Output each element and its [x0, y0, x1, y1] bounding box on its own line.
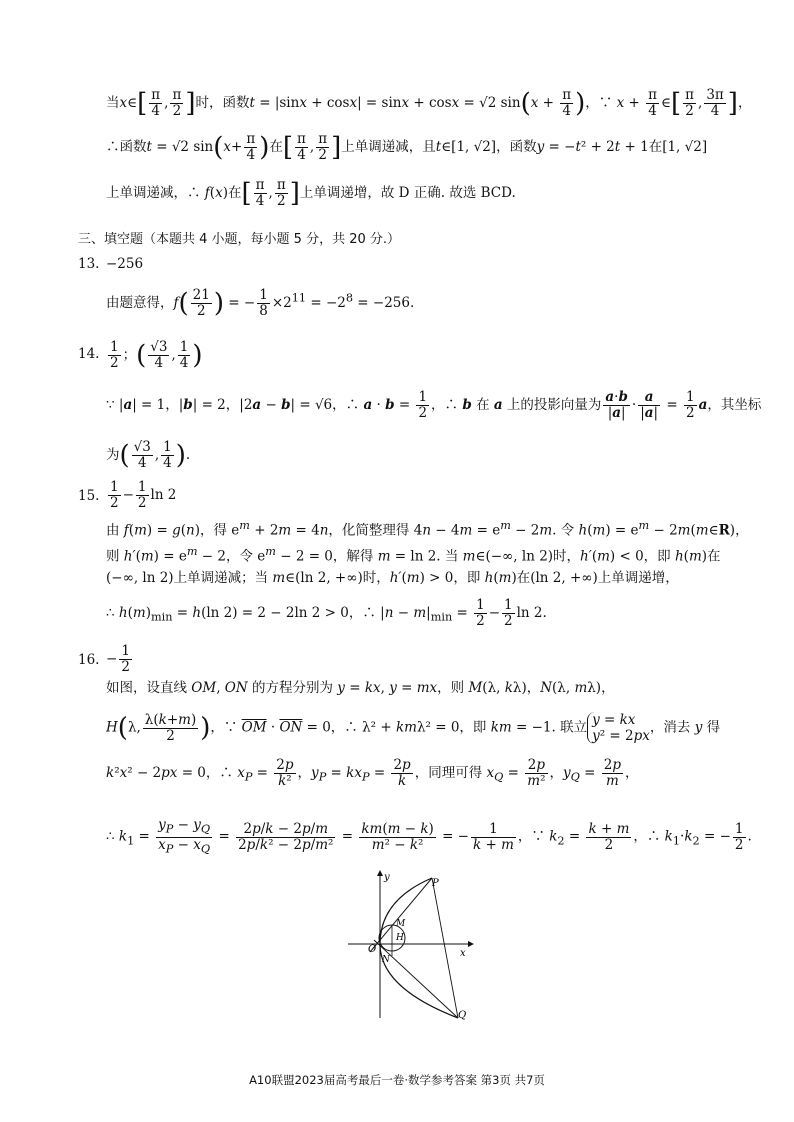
section-title: 三、填空题（本题共 4 小题，每小题 5 分，共 20 分.） [78, 232, 401, 247]
label-p: P [432, 878, 439, 889]
solution-line-2: ∴函数t = √2 sin(x+ $\frac{\pi}{4}$ )在[ $\frac{\pi}{4}$ , $\frac{\pi}{2}$ ]上单调递减，且t∈[1, √2]，函数y = −t² + 2t + 1在[1, √2] [106, 131, 708, 163]
label-q: Q [458, 1010, 467, 1021]
label-m: M [396, 919, 406, 929]
label-n: N [382, 955, 390, 965]
q16-solution-4: ∴ $k_1$ = $\frac{y_P - y_Q}{x_P - x_Q}$ = $\frac{2p/k - 2p/m}{\text{2p/k² − 2p/m²}}$ = $\frac{km(m - k)}{\text{m² − k²}}$ = − $\frac{1}{k + m}$ ，∵ $k_2$ = $\frac{k + m}{2}$ ，∴ $k_1\cdot k_2$ = − $\frac{1}{2}$ . [106, 817, 752, 856]
q14-solution-2: 为( $\frac{√3}{4}$ , $\frac{1}{4}$ ). [106, 439, 191, 471]
q15-number: 15. [78, 488, 100, 504]
q16-number: 16. [78, 652, 100, 668]
q14-answer: $\frac{1}{2}$ ；( $\frac{√3}{4}$ , $\frac{1}{4}$ ) [110, 339, 203, 371]
q15-answer: $\frac{1}{2}$ − $\frac{1}{2}$ ln 2 [110, 479, 177, 511]
q16-answer: − $\frac{1}{2}$ [106, 643, 130, 675]
solution-line-3: 上单调递减，∴ f(x)在[ $\frac{\pi}{4}$ , $\frac{\pi}{2}$ ]上单调递增，故 D 正确. 故选 BCD. [106, 177, 516, 209]
q15-solution-3: (−∞, ln 2)上单调递减；当 m∈(ln 2, +∞)时，h′(m) > 0，即 h(m)在(ln 2, +∞)上单调递增， [106, 570, 679, 586]
q16-solution-1: 如图，设直线 OM, ON 的方程分别为 y = kx, y = mx，则 M(λ, kλ)，N(λ, mλ)， [106, 680, 615, 696]
q16-solution-2: H(λ, $\frac{\lambda(k+m)}{2}$ )，∵ $\overline{OM} \cdot \overline{ON} = 0$，∴ λ² + kmλ² = 0，即 km = −1. 联立 y = kx y² = 2px ，消去 y 得 [106, 711, 721, 744]
label-o: O [368, 944, 377, 955]
q15-solution-4: ∴ $h(m)_{min} = h(\ln$ 2) = 2 − 2ln 2 > 0，∴ $|n - m|_{min}$ = $\frac{1}{2}$ − $\frac{1}{2}$ ln 2. [106, 597, 547, 629]
q13-answer: −256 [106, 256, 144, 272]
q13-number: 13. [78, 256, 100, 272]
page-footer: A10联盟2023届高考最后一卷·数学参考答案 第3页 共7页 [249, 1073, 545, 1087]
solution-line-1: 当x∈[ $\frac{\pi}{4}$ , $\frac{\pi}{2}$ ]时，函数t = |sinx + cosx| = sinx + cosx = √2 sin(x + $\frac{\pi}{4}$ )，∵ x + $\frac{\pi}{4}$ ∈[ $\frac{\pi}{2}$ , $\frac{3\pi}{4}$ ]， [106, 87, 752, 119]
q16-solution-3: k²x² − 2px = 0，∴ $x_P$ = $\frac{2p}{\text{k²}}$ ，$y_P = kx_P$ = $\frac{2p}{k}$ ，同理可得 $x_Q$ = $\frac{2p}{\text{m²}}$ ，$y_Q$ = $\frac{2p}{m}$ ， [106, 757, 639, 789]
q14-number: 14. [78, 346, 100, 362]
q15-solution-1: 由 f(m) = g(n)，得 $e^m + 2m = 4n$，化简整理得 $4n - 4m = e^m - 2m$. 令 $h(m) = e^m$ − 2m(m∈R)， [106, 519, 749, 539]
q15-solution-2: 则 $h'(m) = e^m - 2$，令 $e^m - 2 = 0$，解得 m = ln 2. 当 m∈(−∞, ln 2)时，h′(m) < 0，即 h(m)在 [106, 545, 721, 565]
label-h: H [396, 933, 404, 943]
parabola-figure [340, 868, 480, 1028]
q13-solution: 由题意得，f( $\frac{21}{2}$ ) = − $\frac{1}{8}$ $\times 2^{11} = -2^8 = -256$. [106, 287, 415, 319]
q14-solution-1: ∵ |a| = 1，|b| = 2，|2a − b| = √6，∴ a · b = $\frac{1}{2}$ ，∴ b 在 a 上的投影向量为 $\frac{a\cdot b}{|a|}$ · $\frac{a}{|a|}$ = $\frac{1}{2}$ a，其坐标 [106, 389, 762, 421]
label-y: y [384, 872, 390, 883]
label-x: x [460, 948, 466, 959]
